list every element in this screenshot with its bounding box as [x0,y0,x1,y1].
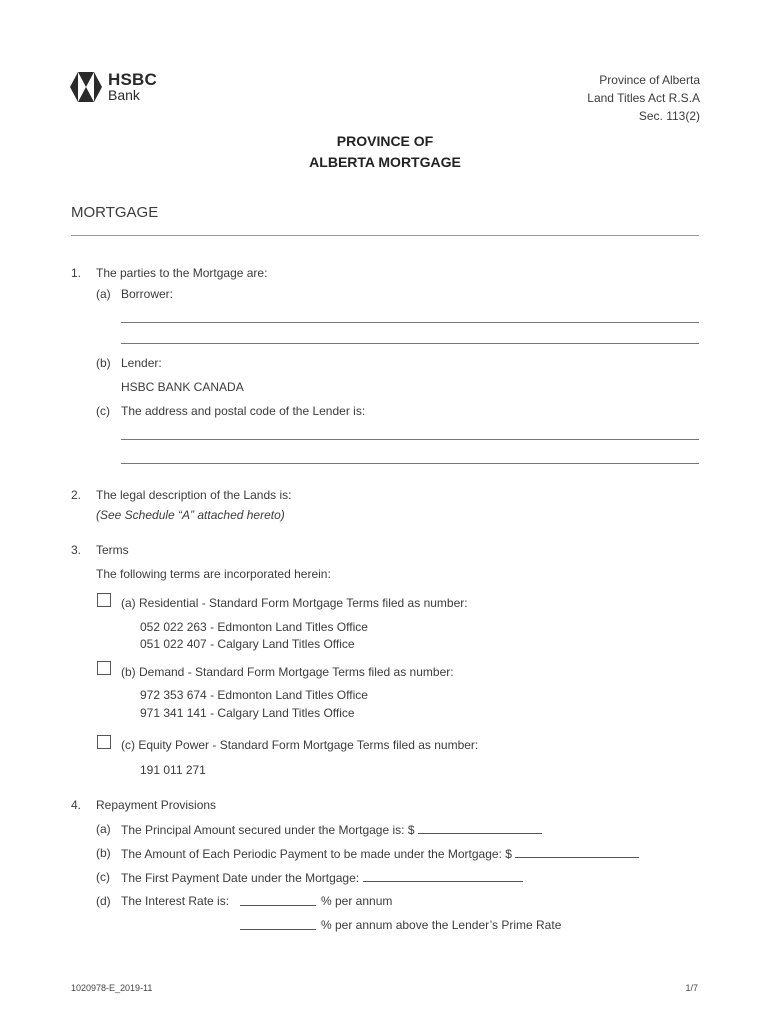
principal-amount-field[interactable] [418,822,542,834]
demand-checkbox[interactable] [97,661,111,675]
borrower-line-1[interactable] [121,322,699,323]
item-1-text: The parties to the Mortgage are: [96,266,268,280]
interest-rate-field[interactable] [240,894,316,906]
item-3-text: Terms [96,543,129,557]
section-divider [71,235,699,236]
item-4b-label: (b) [96,846,111,860]
item-4a-label: (a) [96,822,111,836]
demand-option-label: (b) Demand - Standard Form Mortgage Terms filed as number: [121,665,454,679]
title-line-1: PROVINCE OF [336,133,434,149]
principal-amount-label: The Principal Amount secured under the Mortgage is: $ [121,823,415,837]
item-4d-label: (d) [96,894,111,908]
item-1c-label: (c) [96,404,110,418]
periodic-payment-field[interactable] [515,846,639,858]
statute-reference [587,71,700,125]
prime-rate-field[interactable] [240,918,316,930]
item-4-text: Repayment Provisions [96,798,217,812]
lender-address-line-2[interactable] [121,463,699,464]
section-title: MORTGAGE [71,204,159,221]
lender-name: HSBC BANK CANADA [121,380,244,394]
item-2-number: 2. [71,488,82,502]
principal-amount-row [121,822,542,837]
ref-line-2: Land Titles Act R.S.A [587,91,700,105]
item-1a-label: (a) [96,287,111,301]
first-payment-date-field[interactable] [363,870,523,882]
interest-rate-label: The Interest Rate is: [121,894,230,908]
prime-rate-suffix: % per annum above the Lender’s Prime Rate [321,918,562,932]
item-3-number: 3. [71,543,82,557]
form-code: 1020978-E_2019-11 [71,983,153,993]
item-4-number: 4. [71,798,82,812]
hsbc-hexagon-icon [70,72,102,102]
residential-calgary: 051 022 407 - Calgary Land Titles Office [140,637,355,651]
hsbc-logo [70,72,180,104]
first-payment-label: The First Payment Date under the Mortgage: [121,871,360,885]
item-2-text: The legal description of the Lands is: [96,488,292,502]
title-line-2: ALBERTA MORTGAGE [309,154,461,170]
lender-address-line-1[interactable] [121,439,699,440]
document-title [0,131,770,173]
schedule-note: (See Schedule “A” attached hereto) [96,508,285,522]
interest-rate-suffix: % per annum [321,894,393,908]
periodic-payment-row [121,846,639,861]
demand-edmonton: 972 353 674 - Edmonton Land Titles Office [140,688,368,702]
lender-label: Lender: [121,356,162,370]
page-number: 1/7 [685,983,698,993]
item-4c-label: (c) [96,870,110,884]
item-1b-label: (b) [96,356,111,370]
item-1-number: 1. [71,266,82,280]
lender-address-label: The address and postal code of the Lender is: [121,404,366,418]
first-payment-row [121,870,523,885]
equity-power-option-label: (c) Equity Power - Standard Form Mortgage Terms filed as number: [121,738,479,752]
terms-intro: The following terms are incorporated herein: [96,567,331,581]
demand-calgary: 971 341 141 - Calgary Land Titles Office [140,706,355,720]
ref-line-1: Province of Alberta [599,73,700,87]
logo-subname: Bank [108,87,140,103]
equity-power-number: 191 011 271 [140,763,206,777]
equity-power-checkbox[interactable] [97,735,111,749]
borrower-label: Borrower: [121,287,174,301]
residential-checkbox[interactable] [97,593,111,607]
logo-name: HSBC [108,70,157,89]
ref-line-3: Sec. 113(2) [638,109,700,123]
residential-edmonton: 052 022 263 - Edmonton Land Titles Office [140,620,368,634]
periodic-payment-label: The Amount of Each Periodic Payment to be made under the Mortgage: $ [121,847,512,861]
borrower-line-2[interactable] [121,343,699,344]
residential-option-label: (a) Residential - Standard Form Mortgage Terms filed as number: [121,596,468,610]
